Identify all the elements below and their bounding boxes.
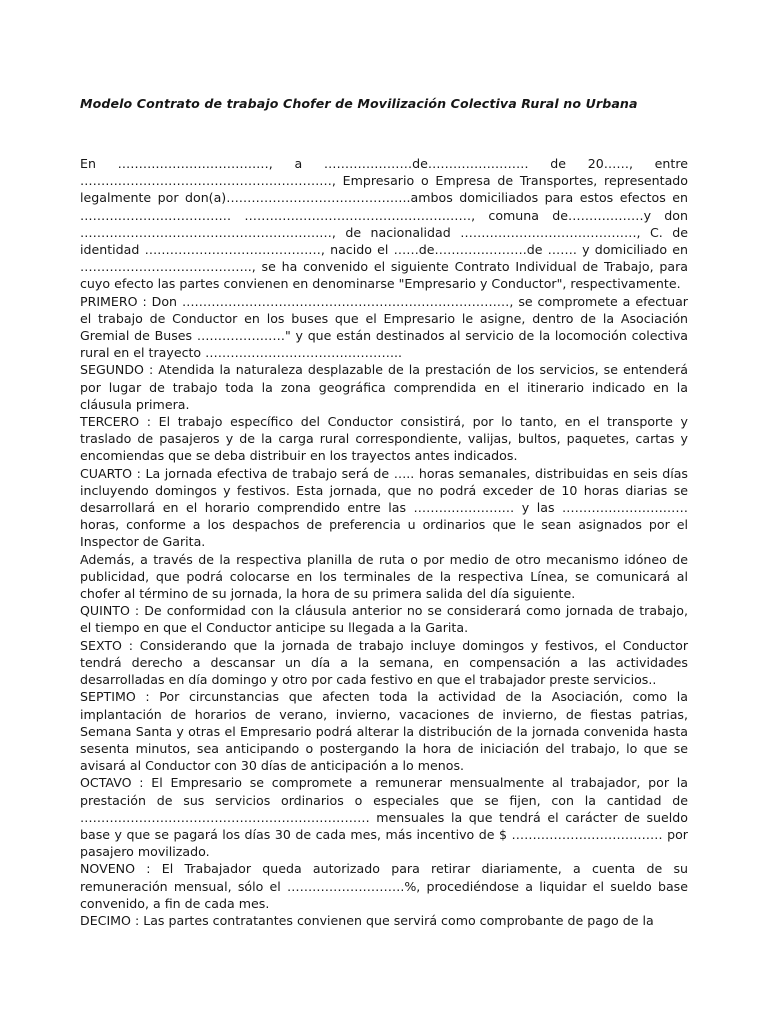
clause-label: CUARTO (80, 465, 133, 481)
clause-text: : Atendida la naturaleza desplazable de la prestación de los servicios, se entenderá por lugar de trabajo toda la zona geográfica comprendida en el itinerario indicado en la cláusula primera. (80, 362, 688, 412)
contract-intro-paragraph (80, 155, 688, 293)
clause-text: : Don ……………………………………………………………………, se compromete a efectuar el trabajo de Conductor en los buses que el Empresario le asigne, dentro de la Asociación Gremial de Buses …………………" y que están destinados al servicio de la locomoción colectiva rural en el trayecto ……………………………………….. (80, 293, 688, 361)
clause-label: OCTAVO (80, 775, 132, 791)
clause-label: NOVENO (80, 861, 136, 877)
paragraph-text: Además, a través de la respectiva planilla de ruta o por medio de otro mecanismo idóneo de publicidad, que podrá colocarse en los terminales de la respectiva Línea, se comunicará al chofer al término de su jornada, la hora de su primera salida del día siguiente. (80, 551, 688, 602)
clause-label: SEGUNDO (80, 362, 144, 378)
cuarto-continuation-paragraph (80, 551, 688, 603)
clause-label: SEXTO (80, 637, 122, 653)
clause-quinto (80, 602, 688, 636)
document-page (80, 94, 688, 929)
document-title: Modelo Contrato de trabajo Chofer de Movilización Colectiva Rural no Urbana (80, 96, 638, 111)
clause-cuarto (80, 465, 688, 551)
clause-octavo (80, 774, 688, 860)
clause-text: : Por circunstancias que afecten toda la actividad de la Asociación, como la implantación de horarios de verano, invierno, vacaciones de invierno, de fiestas patrias, Semana Santa y otras el Empresario podrá alterar la distribución de la jornada convenida hasta sesenta minutos, sea anticipando o postergando la hora de iniciación del trabajo, lo que se avisará al Conductor con 30 días de anticipación a lo menos. (80, 689, 688, 774)
clause-sexto (80, 637, 688, 689)
clause-label: PRIMERO (80, 293, 138, 309)
clause-noveno (80, 860, 688, 912)
clause-label: TERCERO (80, 414, 140, 430)
document-body (80, 155, 688, 929)
clause-septimo (80, 688, 688, 774)
clause-text: : La jornada efectiva de trabajo será de ….. horas semanales, distribuidas en seis días incluyendo domingos y festivos. Esta jornada, que no podrá exceder de 10 horas diarias se desarrollará en el horario comprendido entre las …………………… y las ………………………… horas, conforme a los despachos de preferencia u ordinarios que le sean asignados por el Inspector de Garita. (80, 465, 688, 550)
clause-label: QUINTO (80, 603, 130, 619)
clause-label: DECIMO (80, 912, 131, 928)
paragraph-text: En ………………………………, a …………………de…………………… de 20……, entre ……………………………………………………, Empresario o Empresa de Transportes, representado legalmente por don(a)……………………………………..ambos domiciliados para estos efectos en ……………………………… ………………………………………………, comuna de………………y don ……………………………………………………, de nacionalidad ……………………………………, C. de identidad ……………………………………, nacido el ……de………………….de ……. y domiciliado en ………………………………….., se ha convenido el siguiente Contrato Individual de Trabajo, para cuyo efecto las partes convienen en denominarse "Empresario y Conductor", respectivamente. (80, 156, 688, 292)
clause-text: : Las partes contratantes convienen que servirá como comprobante de pago de la (130, 912, 654, 928)
clause-text: : El Trabajador queda autorizado para retirar diariamente, a cuenta de su remuneración mensual, sólo el ……………………….%, procediéndose a liquidar el sueldo base convenido, a fin de cada mes. (80, 861, 688, 911)
clause-text: : De conformidad con la cláusula anterior no se considerará como jornada de trabajo, el tiempo en que el Conductor anticipe su llegada a la Garita. (80, 603, 688, 636)
clause-primero (80, 293, 688, 362)
clause-tercero (80, 413, 688, 465)
clause-text: : El trabajo específico del Conductor consistirá, por lo tanto, en el transporte y traslado de pasajeros y de la carga rural correspondiente, valijas, bultos, paquetes, cartas y encomiendas que se deba distribuir en los trayectos antes indicados. (80, 414, 688, 464)
clause-text: : El Empresario se compromete a remunerar mensualmente al trabajador, por la prestación de sus servicios ordinarios o especiales que se fijen, con la cantidad de …………………………………………………………… mensuales la que tendrá el carácter de sueldo base y que se pagará los días 30 de cada mes, más incentivo de $ ……………………………… por pasajero movilizado. (80, 775, 688, 860)
clause-segundo (80, 361, 688, 413)
clause-decimo (80, 912, 688, 929)
clause-text: : Considerando que la jornada de trabajo incluye domingos y festivos, el Conductor tendrá derecho a descansar un día a la semana, en compensación a las actividades desarrolladas en día domingo y otro por cada festivo en que el trabajador preste servicios.. (80, 637, 688, 688)
clause-label: SEPTIMO (80, 689, 136, 705)
